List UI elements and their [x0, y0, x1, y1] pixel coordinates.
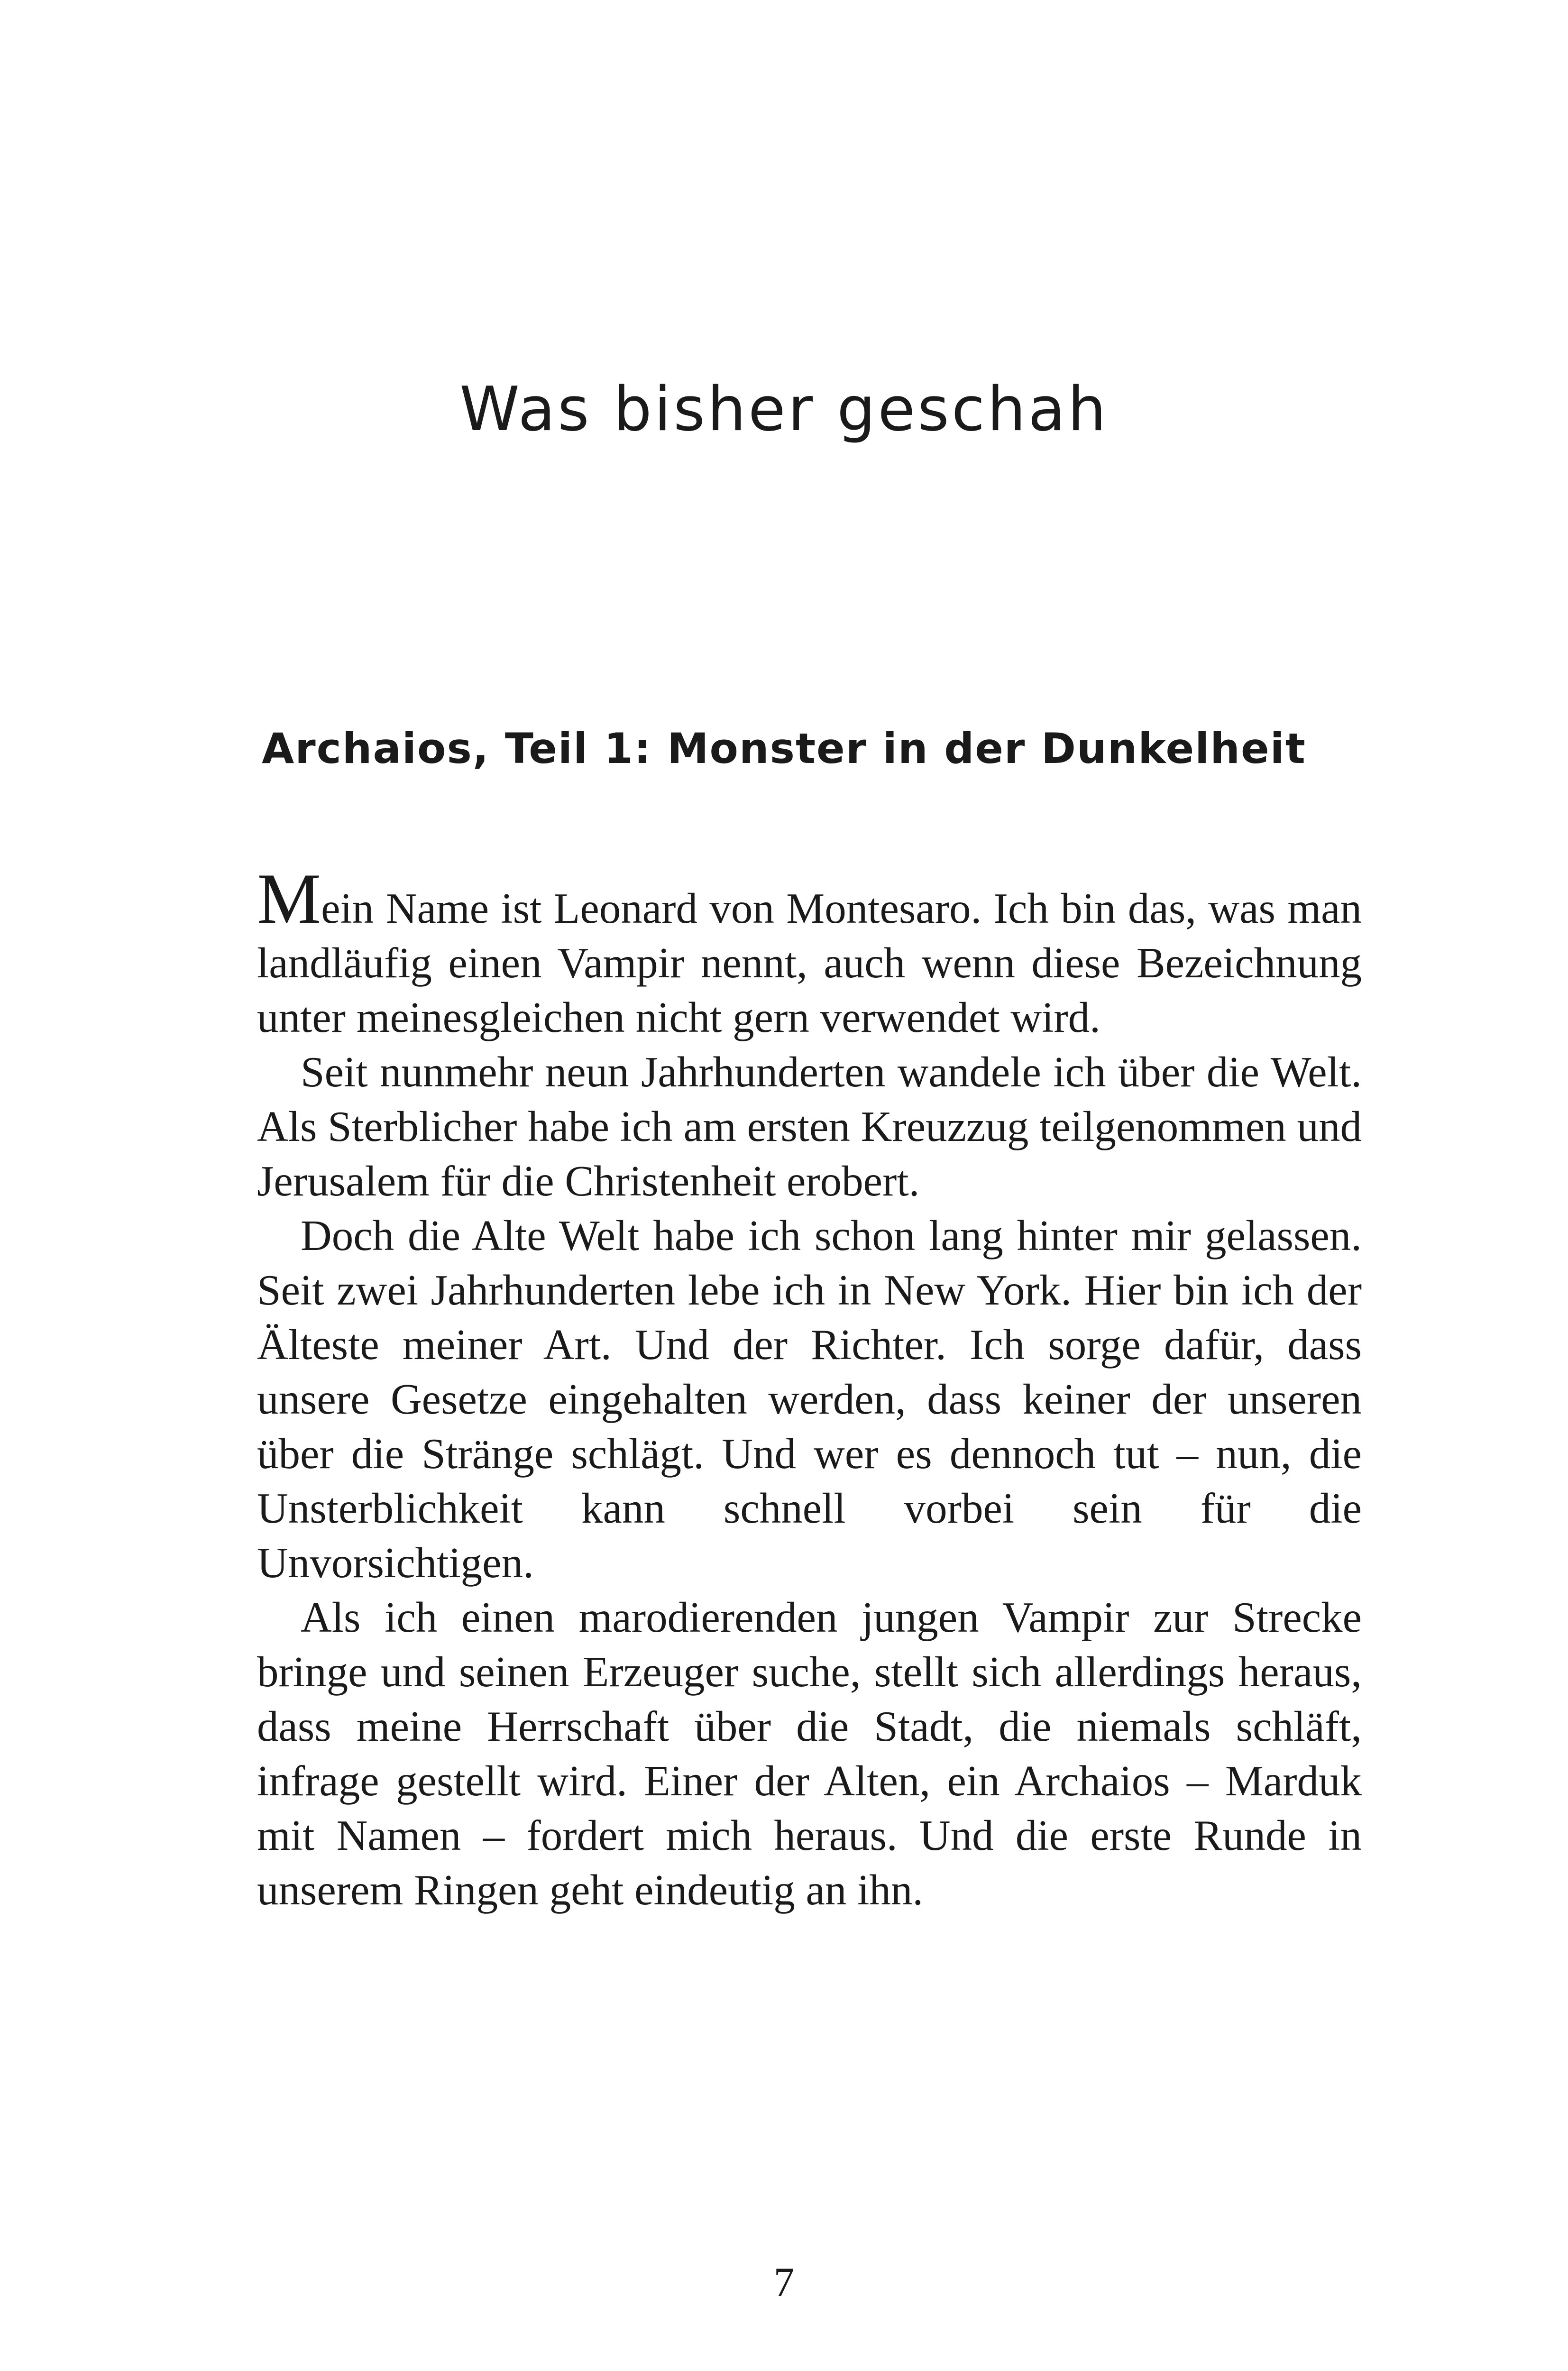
chapter-title: Was bisher geschah [459, 374, 1109, 445]
body-text [257, 859, 1362, 1917]
paragraph-2: Seit nunmehr neun Jahrhunderten wandele ich über die Welt. Als Sterblicher habe ich am ersten Kreuzzug teilgenommen und Jerusalem für die Christenheit erobert. [257, 1048, 1362, 1205]
page-number: 7 [773, 2260, 795, 2306]
paragraph-1-text: ein Name ist Leonard von Montesaro. Ich bin das, was man landläufig einen Vampir nennt, auch wenn diese Bezeichnung unter meinesgleichen nicht gern verwendet wird. [257, 884, 1362, 1041]
paragraph-4: Als ich einen marodierenden jungen Vampir zur Strecke bringe und seinen Erzeuger suche, stellt sich allerdings heraus, dass meine Herrschaft über die Stadt, die niemals schläft, infrage gestellt wird. Einer der Alten, ein Archaios – Marduk mit Namen – fordert mich heraus. Und die erste Runde in unserem Ringen geht eindeutig an ihn. [257, 1593, 1362, 1914]
paragraph-1 [257, 859, 1362, 1045]
section-title: Archaios, Teil 1: Monster in der Dunkelheit [262, 724, 1306, 773]
drop-cap: M [257, 859, 321, 938]
paragraph-3: Doch die Alte Welt habe ich schon lang hinter mir gelassen. Seit zwei Jahrhunderten lebe ich in New York. Hier bin ich der Älteste meiner Art. Und der Richter. Ich sorge dafür, dass unsere Gesetze eingehalten werden, dass keiner der unseren über die Stränge schlägt. Und wer es dennoch tut – nun, die Unsterblichkeit kann schnell vorbei sein für die Unvorsichtigen. [257, 1212, 1362, 1587]
